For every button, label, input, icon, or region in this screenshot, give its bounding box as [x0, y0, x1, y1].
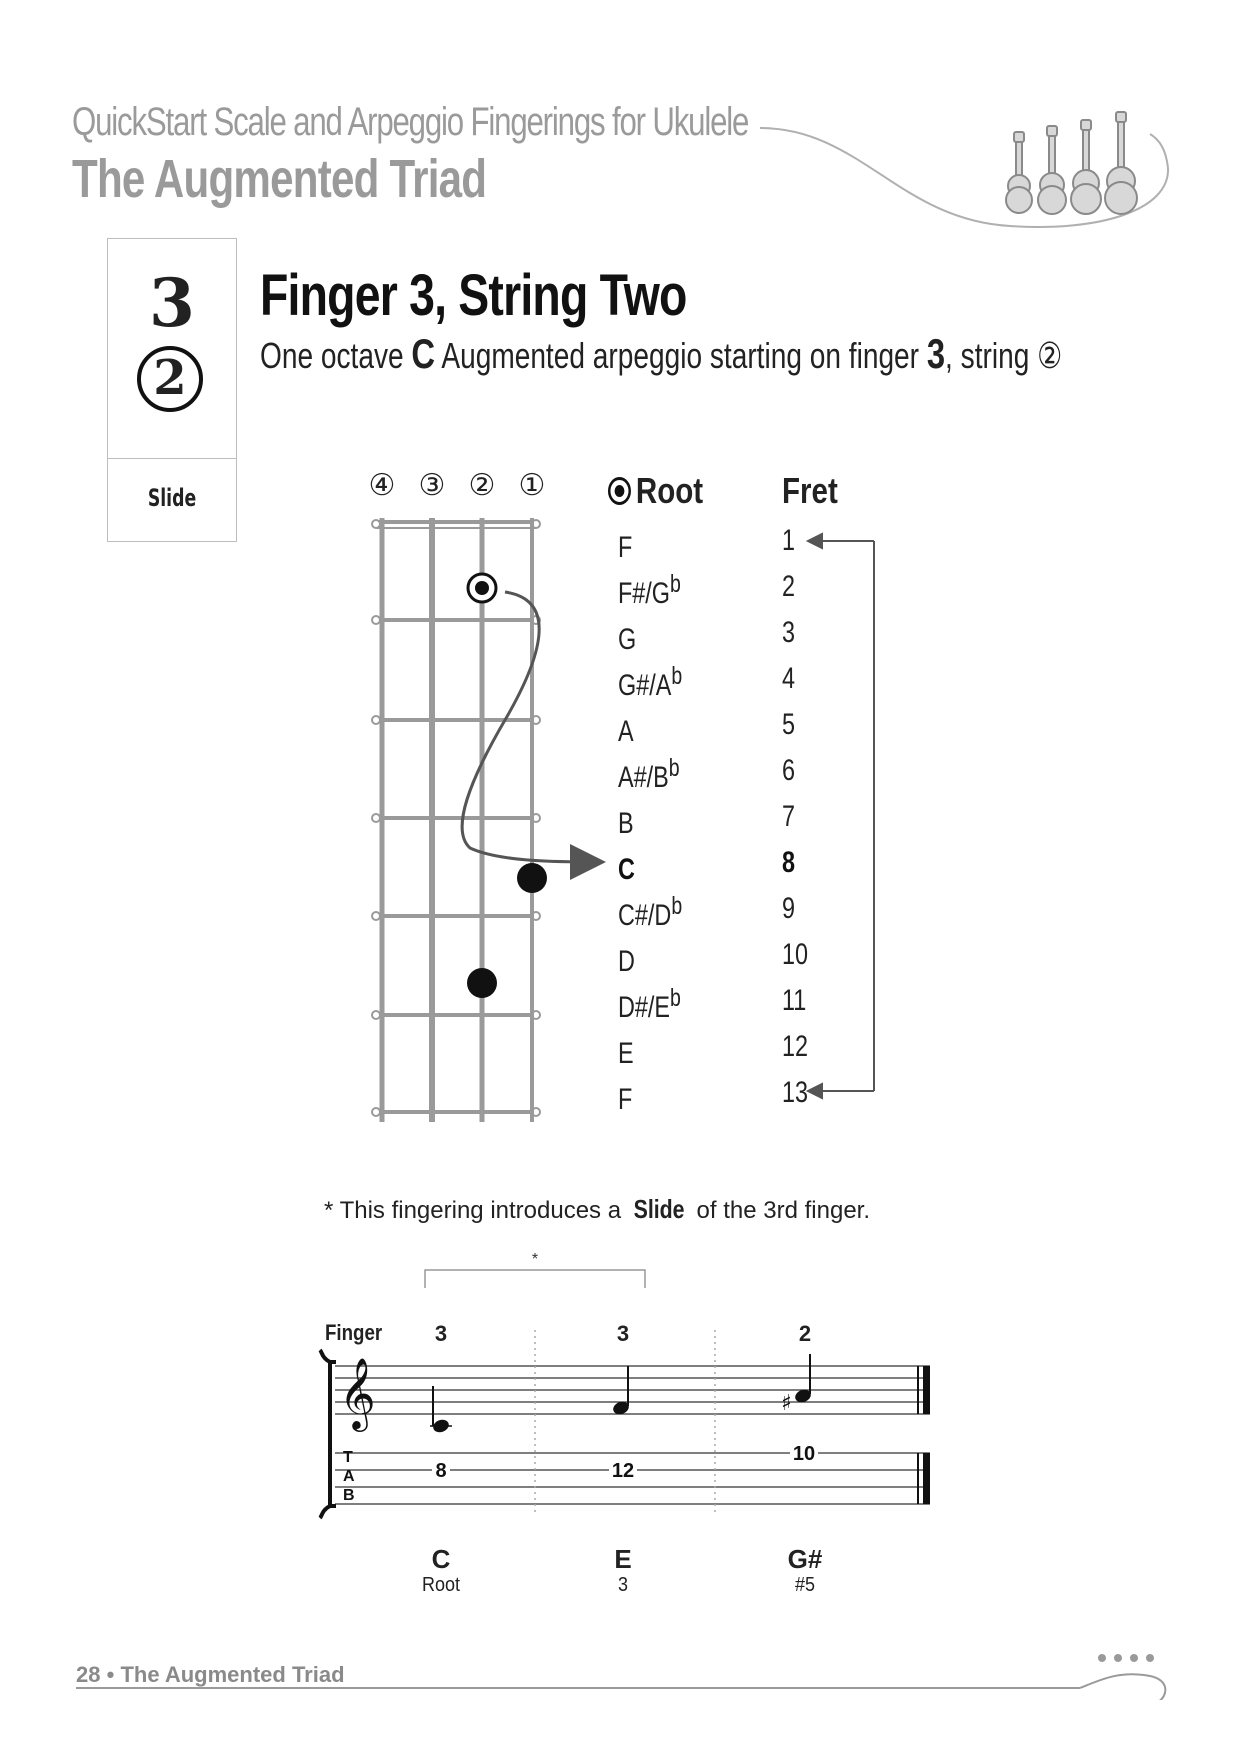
root-label: Root: [635, 470, 704, 511]
fret-number-root: 8: [782, 846, 796, 879]
fret-number: 3: [782, 616, 796, 649]
string-label-3: ③: [418, 468, 446, 503]
note-label: G#: [787, 1544, 823, 1574]
note-name: D: [618, 945, 635, 978]
tab-number: 10: [792, 1443, 816, 1465]
root-header: [608, 470, 703, 512]
tab-letter-t: T: [343, 1449, 353, 1466]
note-name: E: [618, 1037, 634, 1070]
tab-number: 8: [435, 1460, 447, 1482]
page-number: 28: [76, 1662, 101, 1687]
fret-number: 11: [782, 984, 807, 1017]
side-string-number: 2: [137, 346, 203, 412]
note-label: C: [431, 1544, 451, 1574]
string-label-2: ②: [468, 468, 496, 503]
series-title: QuickStart Scale and Arpeggio Fingerings for Ukulele: [72, 100, 749, 144]
footer-title: The Augmented Triad: [120, 1662, 345, 1687]
string-label-1: ①: [518, 468, 546, 503]
fret-line: [372, 1011, 540, 1019]
note-name: F: [618, 531, 633, 564]
interval-label: #5: [794, 1574, 816, 1596]
octave-range-bracket: [808, 534, 874, 1098]
tab-letter-b: B: [343, 1487, 355, 1504]
side-finger-number: 3: [149, 264, 195, 342]
fret-number: 1: [782, 524, 796, 557]
fret-number: 10: [782, 938, 809, 971]
fret-number: 2: [782, 570, 796, 603]
interval-label: 3: [617, 1574, 629, 1596]
slide-bracket: [425, 1270, 645, 1288]
note-name: $D\#/E^b$: [618, 984, 681, 1024]
note-dot: [467, 968, 497, 998]
subtitle-pre: One octave: [260, 335, 404, 376]
system-bracket: [320, 1350, 336, 1518]
interval-label: Root: [421, 1574, 461, 1596]
root-icon: [608, 477, 631, 505]
fret-line: [372, 520, 540, 528]
decorative-dots: [1098, 1654, 1154, 1662]
fret-number: 5: [782, 708, 796, 741]
tab-letter-a: A: [343, 1468, 355, 1485]
note-dot: [517, 863, 547, 893]
subtitle-string-symbol: ②: [1037, 336, 1063, 377]
footer-separator: •: [106, 1662, 115, 1687]
note-name: G: [618, 623, 637, 656]
subtitle-key: C: [411, 330, 436, 377]
slide-marker: *: [531, 1251, 539, 1268]
fret-number: 12: [782, 1030, 809, 1063]
fret-line: [372, 1108, 540, 1116]
svg-text:♯: ♯: [781, 1391, 792, 1416]
note-name-root: C: [618, 853, 635, 886]
fret-number: 7: [782, 800, 796, 833]
note-name: $F\#/G^b$: [618, 570, 681, 610]
note-name: F: [618, 1083, 633, 1116]
fret-header: Fret: [782, 470, 838, 511]
note-name: $G\#/A^b$: [618, 662, 683, 702]
final-barline: [918, 1366, 930, 1504]
finger-row-label: Finger: [325, 1320, 383, 1345]
chapter-title: The Augmented Triad: [72, 149, 487, 209]
note-e: [611, 1366, 630, 1416]
finger-number: 3: [434, 1321, 448, 1346]
section-title: Finger 3, String Two: [260, 263, 687, 328]
side-technique-label: Slide: [147, 484, 197, 512]
finger-number: 3: [616, 1321, 630, 1346]
note-name: A: [618, 715, 634, 748]
fret-line: [372, 616, 540, 624]
note-label: E: [614, 1544, 632, 1574]
footer-ornament: [0, 1640, 1241, 1700]
fret-line: [372, 912, 540, 920]
note-name: $A\#/B^b$: [618, 754, 680, 794]
root-note-marker: [468, 574, 496, 602]
note-c: [430, 1386, 452, 1434]
note-g-sharp: [781, 1354, 813, 1416]
fret-number: 6: [782, 754, 796, 787]
fret-number: 13: [782, 1076, 809, 1109]
standard-staff: [335, 1366, 930, 1414]
fret-line: [372, 716, 540, 724]
string-label-4: ④: [368, 468, 396, 503]
fret-line: [372, 814, 540, 822]
note-name: B: [618, 807, 634, 840]
finger-number: 2: [798, 1321, 812, 1346]
footnote-pre: * This fingering introduces a: [324, 1197, 622, 1224]
treble-clef-icon: 𝄞: [339, 1356, 376, 1429]
subtitle-finger: 3: [926, 330, 946, 377]
tab-number: 12: [611, 1460, 635, 1482]
notation-staff: [0, 1250, 1241, 1570]
footnote: [324, 1194, 870, 1225]
fret-number: 4: [782, 662, 796, 695]
subtitle-mid: Augmented arpeggio starting on finger: [441, 335, 920, 376]
fret-number: 9: [782, 892, 796, 925]
note-name: $C\#/D^b$: [618, 892, 683, 932]
subtitle-post: , string: [945, 335, 1030, 376]
footnote-post: of the 3rd finger.: [696, 1197, 870, 1224]
footnote-bold: Slide: [633, 1194, 685, 1224]
